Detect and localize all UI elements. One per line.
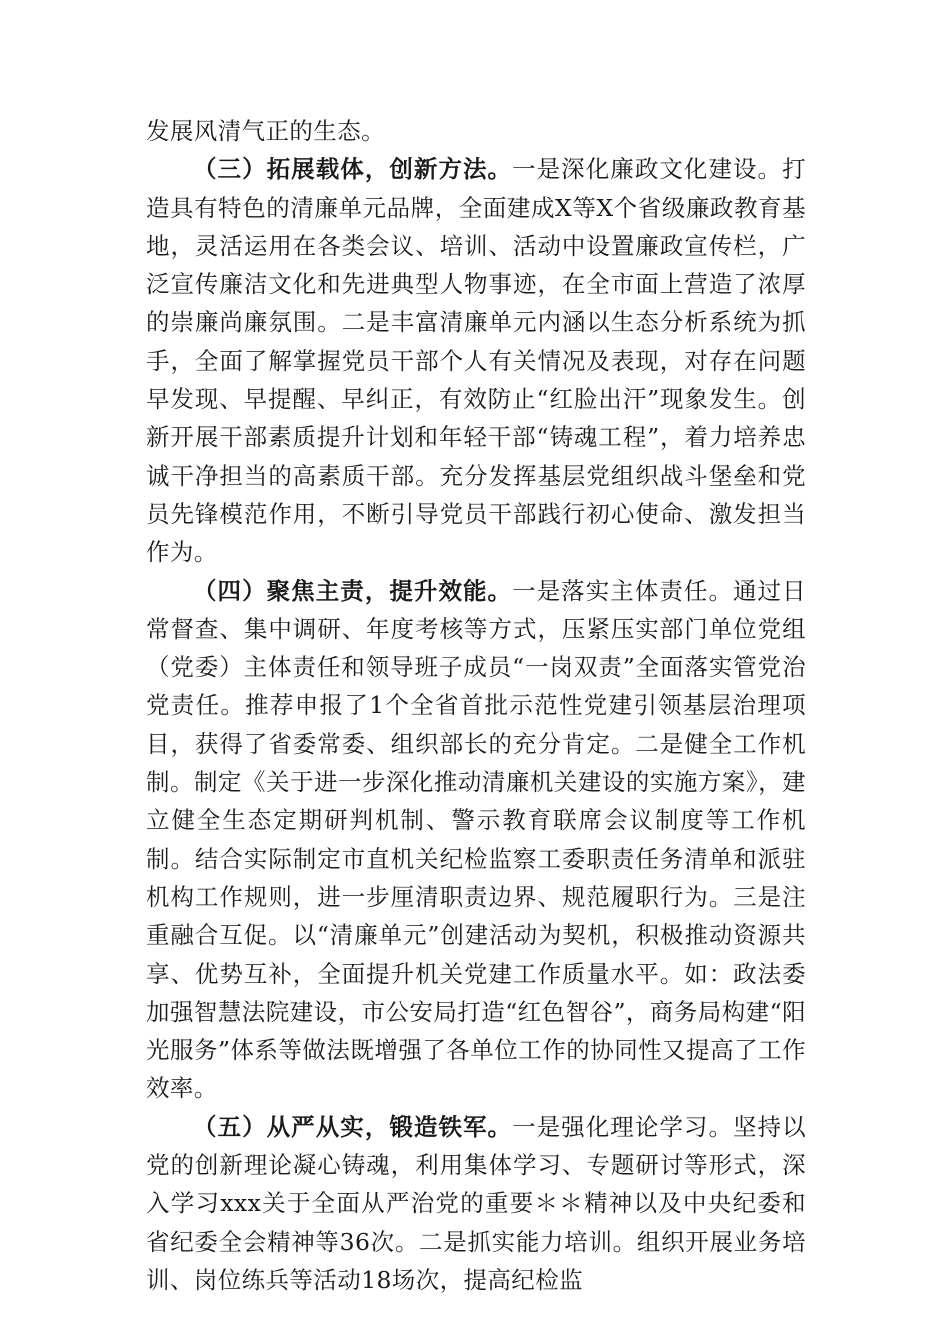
paragraph-text: 一是强化理论学习。坚持以党的创新理论凝心铸魂，利用集体学习、专题研讨等形式，深入学习xxx关于全面从严治党的重要＊＊精神以及中央纪委和省纪委全会精神等36次。二是抓实能力培训。组织开展业务培训、岗位练兵等活动18场次，提高纪检监 bbox=[146, 1112, 806, 1294]
section-heading: （三）拓展载体，创新方法。 bbox=[193, 155, 513, 184]
paragraph-text: 发展风清气正的生态。 bbox=[146, 117, 385, 145]
paragraph-section-3 bbox=[146, 150, 806, 571]
paragraph-section-4 bbox=[146, 572, 806, 1108]
paragraph-text: 一是深化廉政文化建设。打造具有特色的清廉单元品牌，全面建成X等X个省级廉政教育基地，灵活运用在各类会议、培训、活动中设置廉政宣传栏，广泛宣传廉洁文化和先进典型人物事迹，在全市面上营造了浓厚的崇廉尚廉氛围。二是丰富清廉单元内涵以生态分析系统为抓手，全面了解掌握党员干部个人有关情况及表现，对存在问题早发现、早提醒、早纠正，有效防止“红脸出汗”现象发生。创新开展干部素质提升计划和年轻干部“铸魂工程”，着力培养忠诚干净担当的高素质干部。充分发挥基层党组织战斗堡垒和党员先锋模范作用，不断引导党员干部践行初心使命、激发担当作为。 bbox=[146, 155, 806, 567]
section-heading: （五）从严从实，锻造铁军。 bbox=[193, 1112, 513, 1141]
paragraph-section-5 bbox=[146, 1108, 806, 1299]
document-page bbox=[146, 112, 806, 1299]
paragraph-intro bbox=[146, 112, 806, 150]
section-heading: （四）聚焦主责，提升效能。 bbox=[193, 576, 513, 605]
paragraph-text: 一是落实主体责任。通过日常督查、集中调研、年度考核等方式，压紧压实部门单位党组（党委）主体责任和领导班子成员“一岗双责”全面落实管党治党责任。推荐申报了1个全省首批示范性党建引领基层治理项目，获得了省委常委、组织部长的充分肯定。二是健全工作机制。制定《关于进一步深化推动清廉机关建设的实施方案》，建立健全生态定期研判机制、警示教育联席会议制度等工作机制。结合实际制定市直机关纪检监察工委职责任务清单和派驻机构工作规则，进一步厘清职责边界、规范履职行为。三是注重融合互促。以“清廉单元”创建活动为契机，积极推动资源共享、优势互补，全面提升机关党建工作质量水平。如：政法委加强智慧法院建设，市公安局打造“红色智谷”，商务局构建“阳光服务”体系等做法既增强了各单位工作的协同性又提高了工作效率。 bbox=[146, 576, 806, 1103]
